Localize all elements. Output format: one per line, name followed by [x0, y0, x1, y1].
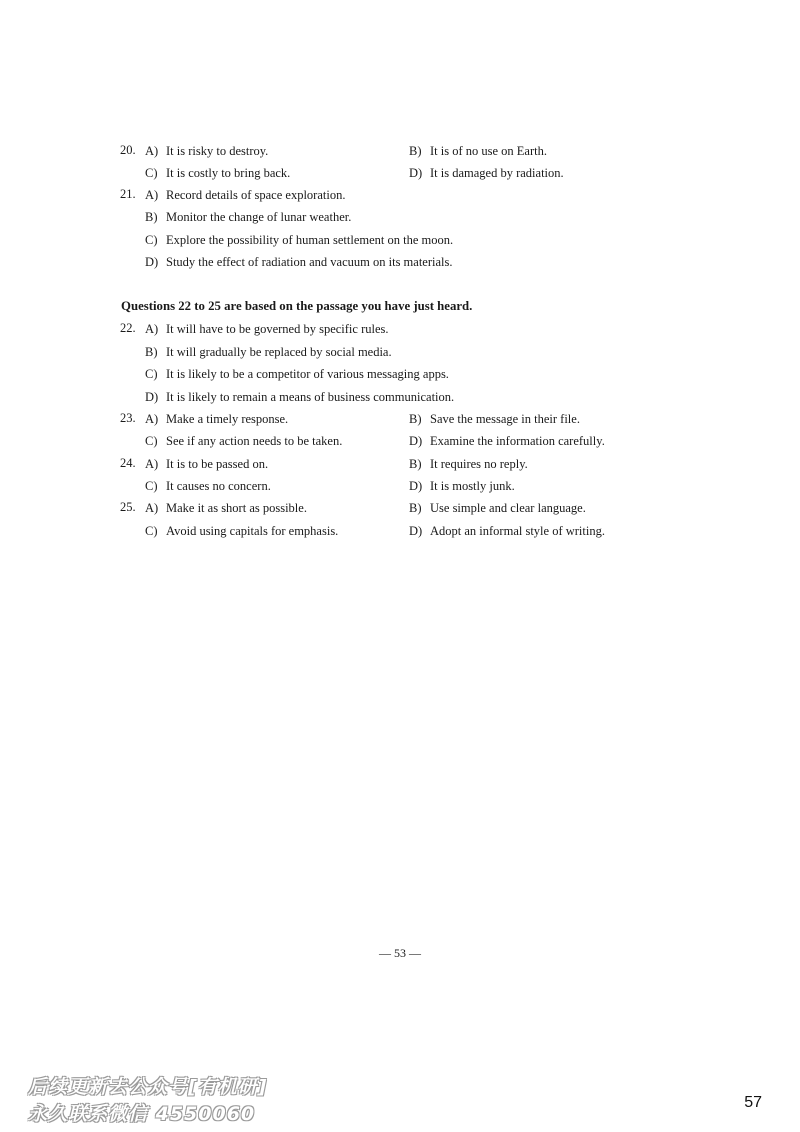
option-d: D) It is mostly junk.	[409, 479, 515, 493]
section-heading: Questions 22 to 25 are based on the passage you have just heard.	[121, 299, 473, 313]
option-b: B) It will gradually be replaced by social media.	[145, 345, 392, 359]
option-b: B) It is of no use on Earth.	[409, 144, 547, 158]
option-d: D) Adopt an informal style of writing.	[409, 524, 605, 538]
option-c: C) It is likely to be a competitor of various messaging apps.	[145, 367, 449, 381]
option-a: A) It will have to be governed by specific rules.	[145, 322, 389, 336]
watermark-line-2: 永久联系微信 4550060	[28, 1103, 256, 1125]
option-c: C) It is costly to bring back.	[145, 166, 291, 180]
option-a: A) Make a timely response.	[145, 412, 289, 426]
option-c: C) It causes no concern.	[145, 479, 271, 493]
question-number: 25.	[120, 500, 136, 514]
question-number: 20.	[120, 143, 136, 157]
option-c: C) See if any action needs to be taken.	[145, 434, 343, 448]
option-d: D) Examine the information carefully.	[409, 434, 605, 448]
question-number: 21.	[120, 187, 136, 201]
option-c: C) Explore the possibility of human settlement on the moon.	[145, 233, 454, 247]
option-c: C) Avoid using capitals for emphasis.	[145, 524, 339, 538]
option-d: D) Study the effect of radiation and vacuum on its materials.	[145, 255, 453, 269]
question-number: 22.	[120, 321, 136, 335]
option-a: A) Record details of space exploration.	[145, 188, 346, 202]
option-b: B) Use simple and clear language.	[409, 501, 586, 515]
option-d: D) It is likely to remain a means of business communication.	[145, 390, 455, 404]
question-number: 23.	[120, 411, 136, 425]
page-number: — 53 —	[379, 946, 421, 960]
option-d: D) It is damaged by radiation.	[409, 166, 564, 180]
option-a: A) It is risky to destroy.	[145, 144, 269, 158]
option-b: B) Monitor the change of lunar weather.	[145, 210, 352, 224]
corner-page-number: 57	[744, 1094, 762, 1111]
option-b: B) It requires no reply.	[409, 457, 528, 471]
question-number: 24.	[120, 456, 136, 470]
option-a: A) Make it as short as possible.	[145, 501, 307, 515]
option-b: B) Save the message in their file.	[409, 412, 580, 426]
watermark-line-1: 后续更新去公众号[有机研]	[28, 1076, 268, 1098]
option-a: A) It is to be passed on.	[145, 457, 269, 471]
